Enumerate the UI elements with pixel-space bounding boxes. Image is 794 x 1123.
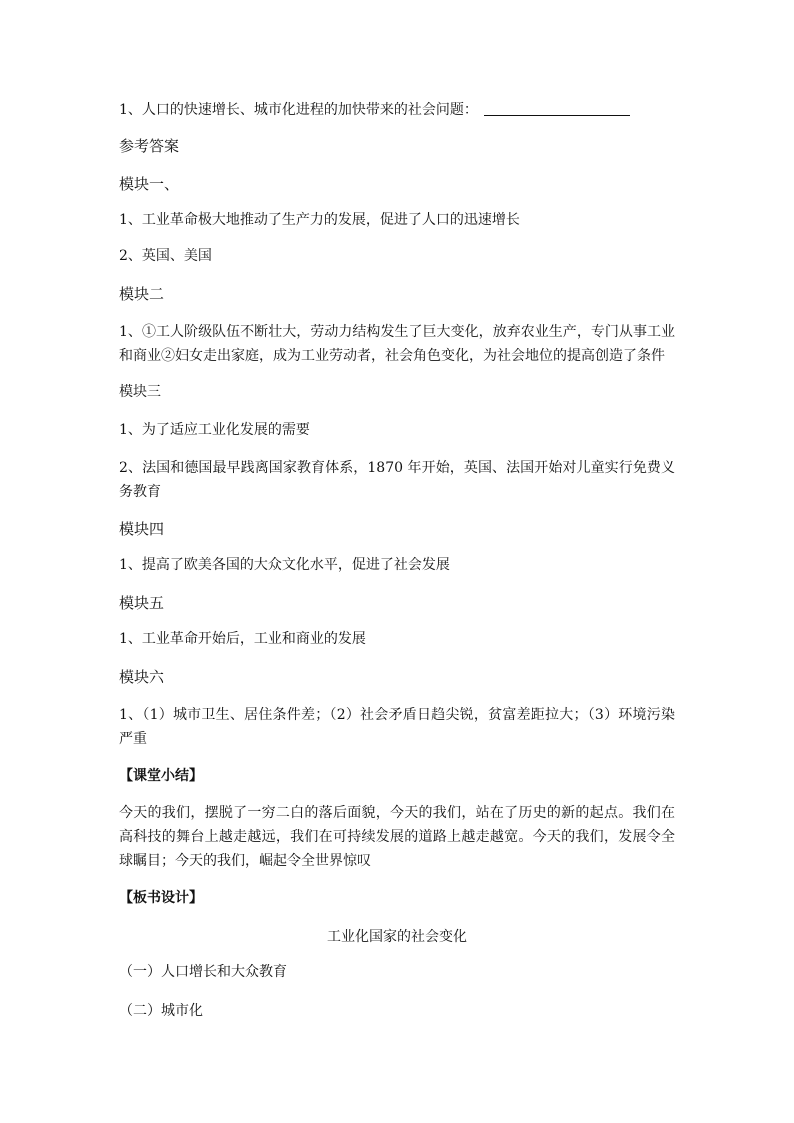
board-heading: 【板书设计】	[119, 890, 203, 906]
module2-heading: 模块二	[119, 285, 165, 303]
question-line	[119, 98, 675, 122]
summary-heading: 【课堂小结】	[119, 768, 203, 784]
module4-heading: 模块四	[119, 520, 165, 538]
module3-heading: 模块三	[119, 384, 161, 400]
module4-item1: 1、提高了欧美各国的大众文化水平，促进了社会发展	[119, 557, 450, 573]
board-item1: （一）人口增长和大众教育	[119, 964, 287, 980]
board-item2: （二）城市化	[119, 1003, 203, 1019]
module2-item1: 1、①工人阶级队伍不断壮大，劳动力结构发生了巨大变化，放弃农业生产，专门从事工业和商业②妇女走出家庭，成为工业劳动者，社会角色变化，为社会地位的提高创造了条件	[119, 324, 675, 364]
module6-item1: 1、（1）城市卫生、居住条件差；（2）社会矛盾日趋尖锐，贫富差距拉大；（3）环境污染严重	[119, 707, 675, 747]
answer-blank	[484, 101, 630, 116]
board-title: 工业化国家的社会变化	[327, 929, 467, 945]
module5-item1: 1、工业革命开始后，工业和商业的发展	[119, 631, 366, 647]
module3-item2: 2、法国和德国最早践离国家教育体系，1870 年开始，英国、法国开始对儿童实行免费义务教育	[119, 460, 675, 500]
module5-heading: 模块五	[119, 594, 165, 612]
module6-heading: 模块六	[119, 668, 165, 686]
summary-text: 今天的我们，摆脱了一穷二白的落后面貌，今天的我们，站在了历史的新的起点。我们在高科技的舞台上越走越远，我们在可持续发展的道路上越走越宽。今天的我们，发展令全球瞩目；今天的我们，崛起令全世界惊叹	[119, 805, 675, 869]
module1-item2: 2、英国、美国	[119, 248, 212, 264]
question-text: 1、人口的快速增长、城市化进程的加快带来的社会问题：	[119, 102, 478, 118]
answers-title: 参考答案	[119, 137, 180, 155]
module1-item1: 1、工业革命极大地推动了生产力的发展，促进了人口的迅速增长	[119, 212, 520, 228]
module3-item1: 1、为了适应工业化发展的需要	[119, 422, 310, 438]
module1-heading: 模块一、	[119, 175, 180, 193]
